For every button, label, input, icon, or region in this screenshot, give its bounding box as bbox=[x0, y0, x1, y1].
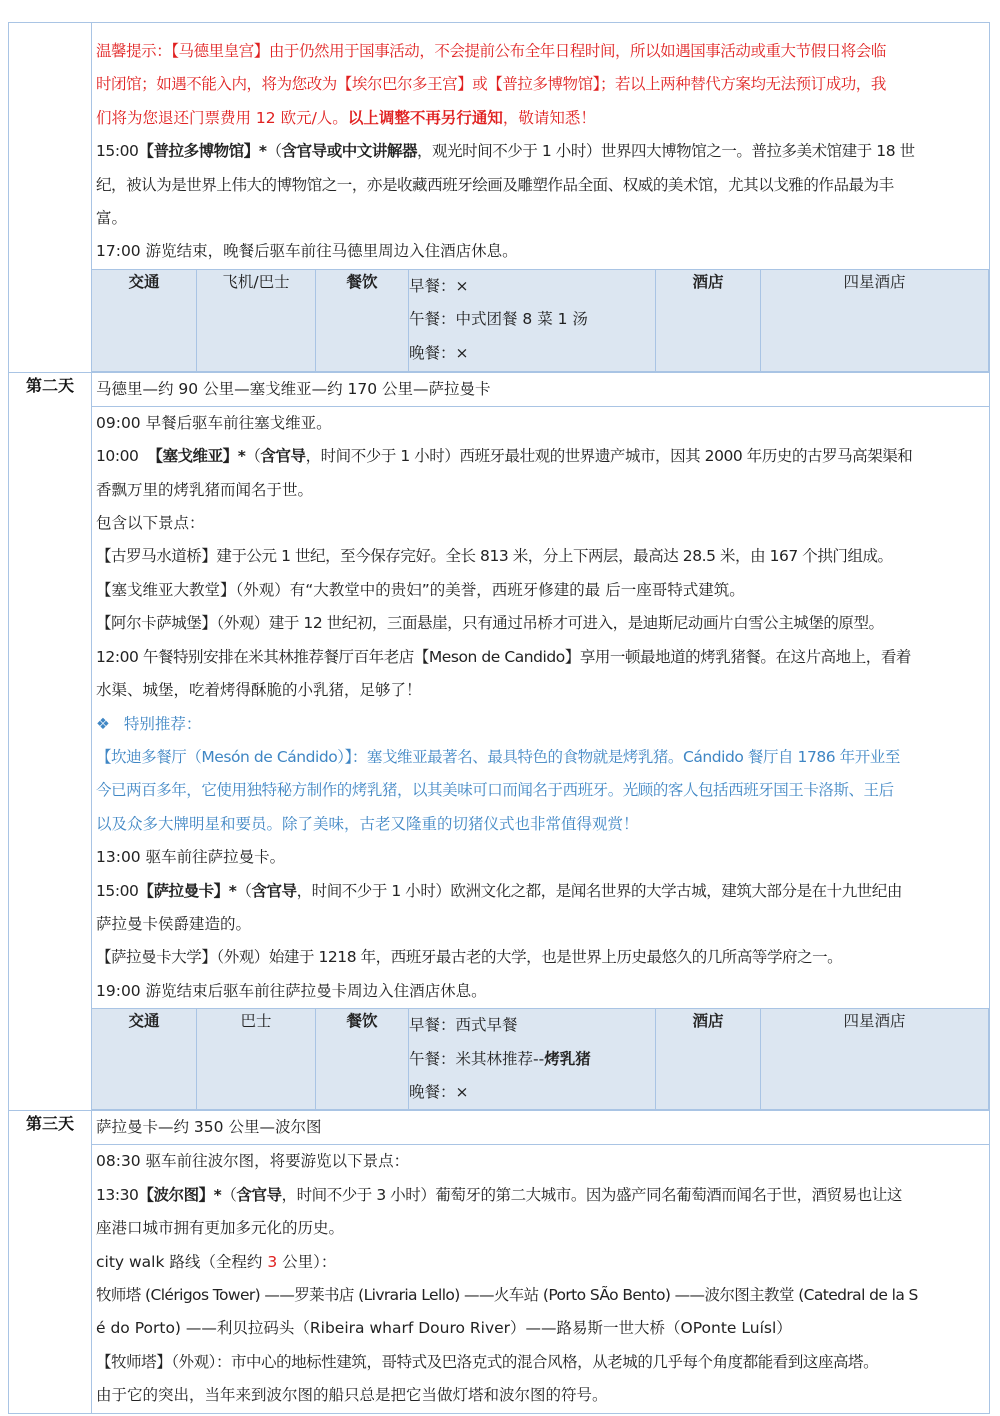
special-recommend bbox=[96, 708, 985, 741]
day2-info-bar bbox=[92, 1008, 989, 1110]
includes-label: 包含以下景点： bbox=[96, 514, 205, 533]
itinerary-table bbox=[8, 22, 990, 1414]
day3-line-depart: 08:30 驱车前往波尔图，将要游览以下景点： bbox=[96, 1152, 410, 1171]
segovia-time: 10:00 bbox=[96, 447, 139, 466]
alcazar-line: 【阿尔卡萨城堡】（外观）建于 12 世纪初，三面悬崖，只有通过吊桥才可进入，是迪斯尼动画片白雪公主城堡的原型。 bbox=[96, 614, 884, 633]
prado-name: 【普拉多博物馆】* bbox=[138, 142, 267, 161]
salamanca-line-2: 萨拉曼卡侯爵建造的。 bbox=[96, 914, 252, 933]
segovia-name: 【塞戈维亚】* bbox=[147, 447, 246, 466]
day1-label-cell bbox=[9, 23, 92, 373]
hotel-label: 酒店 bbox=[656, 269, 761, 371]
porto-line-1 bbox=[96, 1179, 985, 1212]
notice-line-1: 温馨提示：【马德里皇宫】由于仍然用于国事活动，不会提前公布全年日程时间，所以如遇国事活动或重大节假日将会临 bbox=[96, 42, 886, 60]
recommend-line-1: 【坎迪多餐厅（Mesón de Cándido）】：塞戈维亚最著名、最具特色的食物就是烤乳猪。Cándido 餐厅自 1786 年开业至 bbox=[96, 747, 900, 766]
day2-end: 19:00 游览结束后驱车前往萨拉曼卡周边入住酒店休息。 bbox=[96, 981, 487, 1000]
prado-line-2: 纪，被认为是世界上伟大的博物馆之一，亦是收藏西班牙绘画及雕塑作品全面、权威的美术馆，尤其以戈雅的作品最为丰 bbox=[96, 175, 894, 194]
prado-line-3: 富。 bbox=[96, 209, 128, 228]
transport-label: 交通 bbox=[92, 269, 197, 371]
notice-no-further-notice: 以上调整不再另行通知 bbox=[347, 108, 503, 127]
day1-end: 17:00 游览结束，晚餐后驱车前往马德里周边入住酒店休息。 bbox=[96, 242, 518, 261]
notice-line-2: 时闭馆；如遇不能入内，将为您改为【埃尔巴尔多王宫】或【普拉多博物馆】；若以上两种替代方案均无法预订成功，我 bbox=[96, 75, 886, 94]
walk-route-line-2: é do Porto) ——利贝拉码头（Ribeira wharf Douro River）——路易斯一世大桥（OPonte Luísl） bbox=[96, 1319, 792, 1338]
day2-label: 第二天 bbox=[9, 372, 92, 1111]
salamanca-time: 15:00 bbox=[96, 881, 139, 900]
day2-route: 马德里—约 90 公里—塞戈维亚—约 170 公里—萨拉曼卡 bbox=[92, 373, 989, 407]
segovia-paren: （ bbox=[245, 447, 261, 466]
segovia-guide: 含官导 bbox=[260, 447, 306, 466]
salamanca-guide: 含官导 bbox=[251, 881, 297, 900]
segovia-line-2: 香飘万里的烤乳猪而闻名于世。 bbox=[96, 480, 314, 499]
itinerary-frame bbox=[8, 22, 990, 1414]
tower-line-2: 由于它的突出，当年来到波尔图的船只总是把它当做灯塔和波尔图的符号。 bbox=[96, 1386, 608, 1405]
salamanca-paren: （ bbox=[236, 881, 252, 900]
lunch bbox=[409, 1043, 655, 1076]
day3-row bbox=[9, 1111, 990, 1413]
porto-name: 【波尔图】* bbox=[138, 1185, 222, 1204]
hotel-value: 四星酒店 bbox=[761, 1009, 989, 1110]
to-salamanca-line: 13:00 驱车前往萨拉曼卡。 bbox=[96, 848, 286, 867]
transport-value: 巴士 bbox=[197, 1009, 316, 1110]
hotel-label: 酒店 bbox=[656, 1009, 761, 1110]
segovia-desc: ，时间不少于 1 小时）西班牙最壮观的世界遗产城市，因其 2000 年历史的古罗马高架渠和 bbox=[305, 447, 913, 466]
breakfast: 早餐：西式早餐 bbox=[409, 1016, 518, 1035]
prado-desc: ，观光时间不少于 1 小时）世界四大博物馆之一。普拉多美术馆建于 18 世 bbox=[417, 142, 915, 161]
hotel-value: 四星酒店 bbox=[761, 269, 989, 371]
tower-line-1: 【牧师塔】（外观）：市中心的地标性建筑，哥特式及巴洛克式的混合风格，从老城的几乎每个角度都能看到这座高塔。 bbox=[96, 1352, 879, 1371]
lunch-prefix: 午餐：米其林推荐-- bbox=[409, 1049, 545, 1068]
diamond-bullet-icon: ❖ bbox=[96, 714, 110, 733]
university-line: 【萨拉曼卡大学】（外观）始建于 1218 年，西班牙最古老的大学，也是世界上历史最悠久的几所高等学府之一。 bbox=[96, 948, 843, 967]
lunch-line-2: 水渠、城堡，吃着烤得酥脆的小乳猪，足够了！ bbox=[96, 681, 422, 700]
day3-content-cell bbox=[92, 1111, 990, 1413]
dinner: 晚餐：× bbox=[409, 1082, 469, 1101]
meals-cell bbox=[409, 269, 656, 371]
notice-line-3 bbox=[96, 102, 985, 135]
meals-cell bbox=[409, 1009, 656, 1110]
day2-content-cell bbox=[92, 372, 990, 1111]
day2-row bbox=[9, 372, 990, 1111]
lunch: 午餐：中式团餐 8 菜 1 汤 bbox=[409, 310, 588, 329]
porto-line-2: 座港口城市拥有更加多元化的历史。 bbox=[96, 1219, 345, 1238]
porto-paren: （ bbox=[221, 1185, 237, 1204]
special-recommend-label: 特别推荐： bbox=[123, 714, 202, 733]
meal-label: 餐饮 bbox=[316, 1009, 409, 1110]
transport-label: 交通 bbox=[92, 1009, 197, 1110]
day1-content-cell bbox=[92, 23, 990, 373]
porto-time: 13:30 bbox=[96, 1185, 139, 1204]
prado-time: 15:00 bbox=[96, 142, 139, 161]
notice-refund: 们将为您退还门票费用 12 欧元/人。 bbox=[96, 108, 348, 127]
notice-ending: ，敬请知悉！ bbox=[502, 108, 596, 127]
city-walk-prefix: city walk 路线（全程约 bbox=[96, 1252, 268, 1271]
walk-route-line-1: 牧师塔 (Clérigos Tower) ——罗莱书店 (Livraria Lello) ——火车站 (Porto SÃo Bento) ——波尔图主教堂 (Catedral de la S bbox=[96, 1286, 918, 1304]
day1-row bbox=[9, 23, 990, 373]
porto-desc: ，时间不少于 3 小时）葡萄牙的第二大城市。因为盛产同名葡萄酒而闻名于世，酒贸易也让这 bbox=[281, 1185, 902, 1204]
breakfast: 早餐：× bbox=[409, 276, 469, 295]
segovia-line-1 bbox=[96, 440, 985, 473]
lunch-dish: 烤乳猪 bbox=[544, 1049, 591, 1068]
salamanca-desc: ，时间不少于 1 小时）欧洲文化之都，是闻名世界的大学古城，建筑大部分是在十九世纪由 bbox=[296, 881, 902, 900]
day1-info-bar bbox=[92, 269, 989, 372]
aqueduct-line: 【古罗马水道桥】建于公元 1 世纪，至今保存完好。全长 813 米，分上下两层，最高达 28.5 米，由 167 个拱门组成。 bbox=[96, 547, 893, 566]
meal-label: 餐饮 bbox=[316, 269, 409, 371]
dinner: 晚餐：× bbox=[409, 343, 469, 362]
city-walk-distance: 3 bbox=[267, 1252, 278, 1271]
day3-label: 第三天 bbox=[9, 1111, 92, 1413]
prado-guide: 含官导或中文讲解器 bbox=[281, 142, 417, 161]
day2-line-breakfast: 09:00 早餐后驱车前往塞戈维亚。 bbox=[96, 413, 332, 432]
recommend-line-2: 今已两百多年，它使用独特秘方制作的烤乳猪，以其美味可口而闻名于西班牙。光顾的客人包括西班牙国王卡洛斯、王后 bbox=[96, 781, 894, 800]
porto-guide: 含官导 bbox=[236, 1185, 282, 1204]
recommend-line-3: 以及众多大牌明星和要员。除了美味，古老又隆重的切猪仪式也非常值得观赏！ bbox=[96, 814, 639, 833]
day3-route: 萨拉曼卡—约 350 公里—波尔图 bbox=[92, 1111, 989, 1145]
salamanca-line-1 bbox=[96, 875, 985, 908]
city-walk-line bbox=[96, 1246, 985, 1279]
transport-value: 飞机/巴士 bbox=[197, 269, 316, 371]
city-walk-suffix: 公里）： bbox=[277, 1252, 337, 1271]
cathedral-line: 【塞戈维亚大教堂】（外观）有“大教堂中的贵妇”的美誉，西班牙修建的最 后一座哥特式建筑。 bbox=[96, 580, 745, 599]
prado-paren: （ bbox=[266, 142, 282, 161]
prado-line-1 bbox=[96, 135, 985, 168]
lunch-line-1: 12:00 午餐特别安排在米其林推荐餐厅百年老店【Meson de Candido】享用一顿最地道的烤乳猪餐。在这片高地上，看着 bbox=[96, 647, 911, 666]
salamanca-name: 【萨拉曼卡】* bbox=[138, 881, 237, 900]
